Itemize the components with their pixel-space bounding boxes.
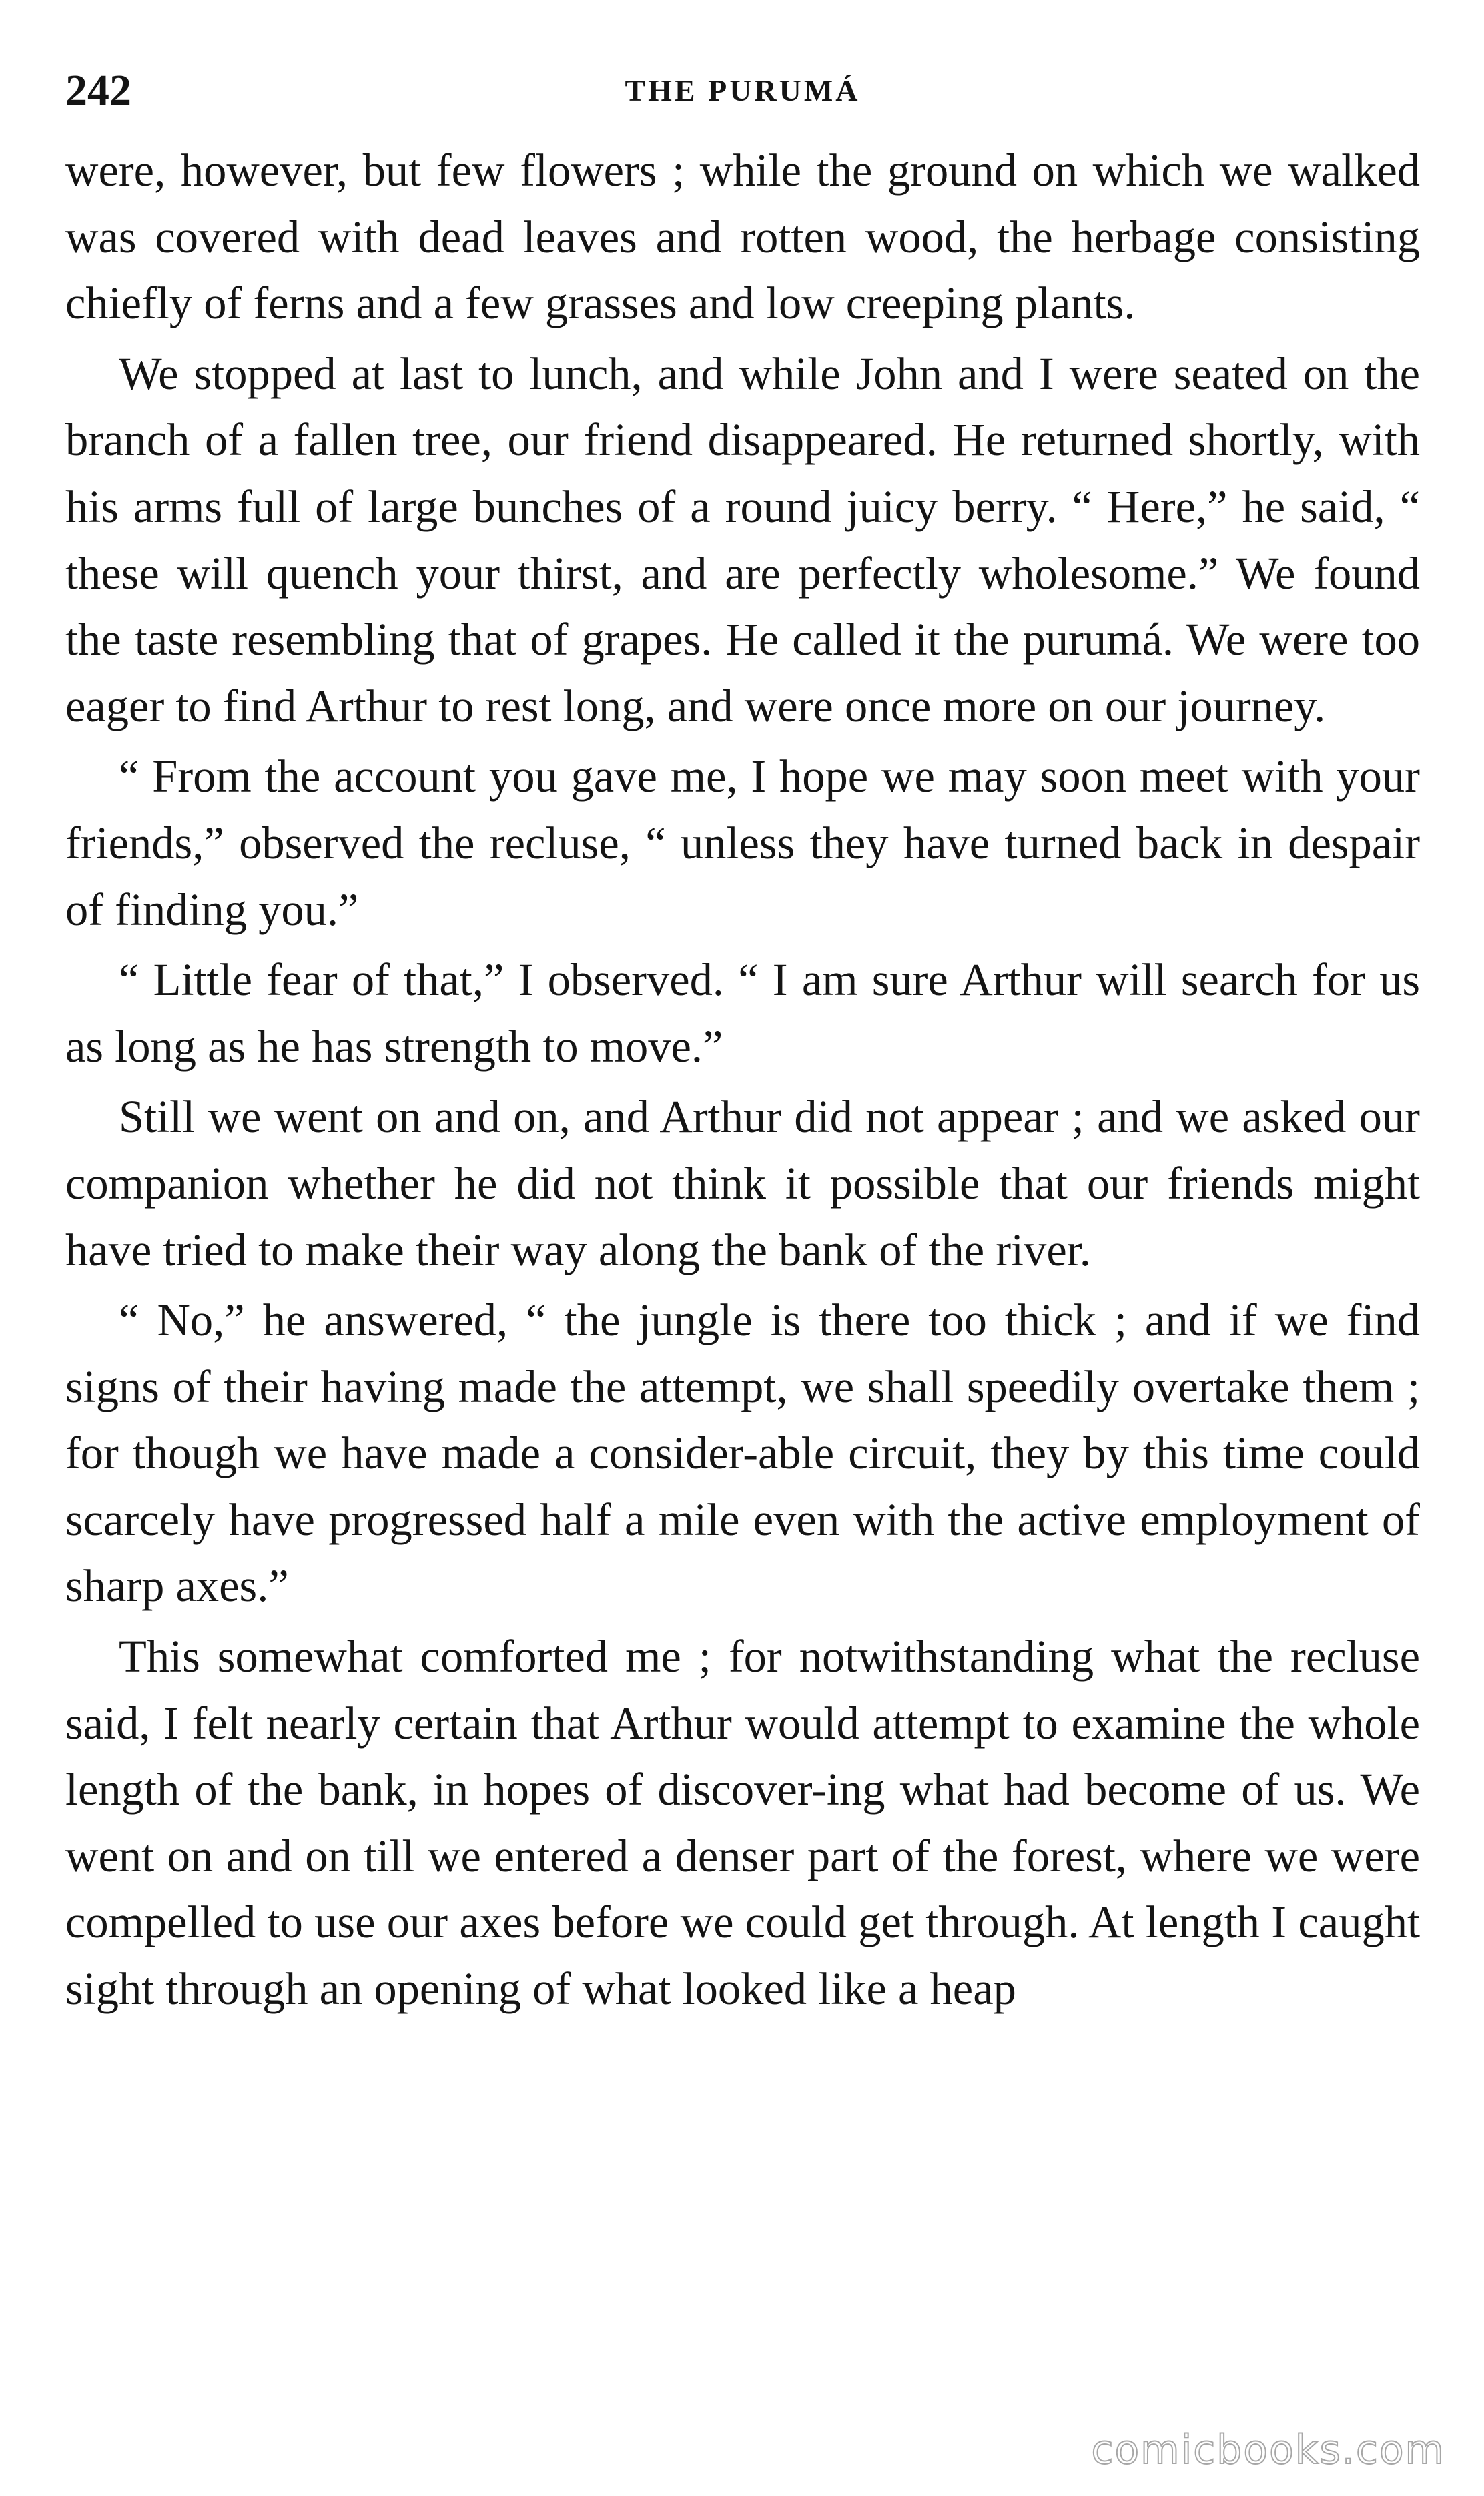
body-text	[65, 137, 1420, 2023]
book-page	[65, 64, 1420, 2027]
paragraph-3: “ From the account you gave me, I hope we may soon meet with your friends,” observed the recluse, “ unless they have turned back in despair of finding you.”	[65, 751, 1420, 935]
page-number: 242	[65, 66, 131, 115]
paragraph-1: were, however, but few flowers ; while the ground on which we walked was covered with dead leaves and rotten wood, the herbage consisting chiefly of ferns and a few grasses and low creeping plants.	[65, 145, 1420, 329]
paragraph-6: “ No,” he answered, “ the jungle is there too thick ; and if we find signs of their having made the attempt, we shall speedily overtake them ; for though we have made a consider-able circuit, they by this time could scarcely have progressed half a mile even with the active employment of sharp axes.”	[65, 1295, 1420, 1612]
paragraph-2: We stopped at last to lunch, and while John and I were seated on the branch of a fallen tree, our friend disappeared. He returned shortly, with his arms full of large bunches of a round juicy berry. “ Here,” he said, “ these will quench your thirst, and are perfectly wholesome.” We found the taste resembling that of grapes. He called it the purumá. We were too eager to find Arthur to rest long, and were once more on our journey.	[65, 348, 1420, 731]
page-header	[65, 64, 1420, 137]
paragraph-5: Still we went on and on, and Arthur did not appear ; and we asked our companion whether he did not think it possible that our friends might have tried to make their way along the bank of the river.	[65, 1091, 1420, 1275]
paragraph-7: This somewhat comforted me ; for notwithstanding what the recluse said, I felt nearly certain that Arthur would attempt to examine the whole length of the bank, in hopes of discover-ing what had become of us. We went on and on till we entered a denser part of the forest, where we were compelled to use our axes before we could get through. At length I caught sight through an opening of what looked like a heap	[65, 1631, 1420, 2015]
watermark: comicbooks.com	[1091, 2427, 1445, 2473]
paragraph-4: “ Little fear of that,” I observed. “ I am sure Arthur will search for us as long as he has strength to move.”	[65, 954, 1420, 1072]
running-head: THE PURUMÁ	[625, 73, 861, 107]
